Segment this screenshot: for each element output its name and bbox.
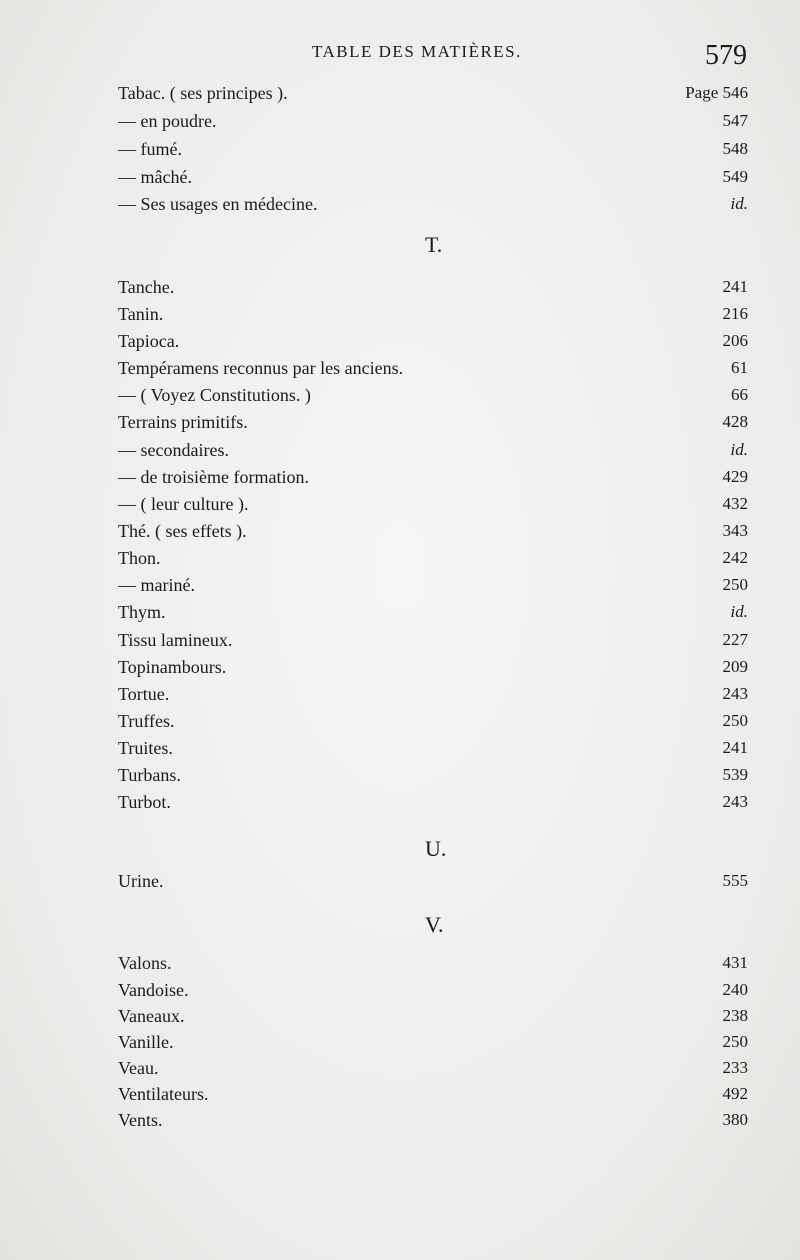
entry-page: 380: [722, 1110, 748, 1129]
entry-page: 238: [722, 1006, 748, 1025]
entry-term: Tempéramens reconnus par les anciens.: [118, 358, 404, 378]
entry-term: Tortue.: [118, 684, 170, 704]
entry-term: Thé. ( ses effets ).: [118, 521, 247, 541]
entry-term: — mâché.: [118, 167, 192, 187]
index-entry: [118, 301, 748, 327]
entry-page: 209: [722, 657, 748, 676]
entry-term: Thon.: [118, 548, 161, 568]
entry-page: 66: [731, 385, 748, 404]
index-entry: [118, 735, 748, 761]
entry-term: Truffes.: [118, 711, 175, 731]
index-entry: [118, 572, 748, 598]
index-entry: [118, 409, 748, 435]
index-entry: [118, 108, 748, 134]
entry-page: 241: [722, 738, 748, 757]
entry-term: Urine.: [118, 871, 164, 891]
index-entry: [118, 136, 748, 162]
entry-page: id.: [730, 194, 748, 213]
entry-page: 242: [722, 548, 748, 567]
entry-term: Topinambours.: [118, 657, 227, 677]
entry-term: — fumé.: [118, 139, 182, 159]
entry-page: 431: [722, 953, 748, 972]
entry-term: Tanche.: [118, 277, 175, 297]
entry-page: 492: [722, 1084, 748, 1103]
entry-page: Page 546: [685, 83, 748, 102]
entry-term: Turbot.: [118, 792, 171, 812]
index-entry: [118, 164, 748, 190]
index-entry: [118, 328, 748, 354]
entry-page: 250: [722, 1032, 748, 1051]
entry-page: 216: [722, 304, 748, 323]
entry-term: — secondaires.: [118, 440, 229, 460]
entry-term: Valons.: [118, 953, 172, 973]
index-entry: [118, 1081, 748, 1107]
entry-page: 206: [722, 331, 748, 350]
entry-page: 250: [722, 575, 748, 594]
entry-page: id.: [730, 602, 748, 621]
entry-term: Turbans.: [118, 765, 181, 785]
entry-term: Vaneaux.: [118, 1006, 185, 1026]
section-letter-t: T.: [425, 232, 443, 257]
entry-page: 432: [722, 494, 748, 513]
index-entry: [118, 868, 748, 894]
entry-term: Truites.: [118, 738, 173, 758]
entry-term: Vanille.: [118, 1032, 174, 1052]
index-entry: [118, 491, 748, 517]
index-entry: [118, 545, 748, 571]
entry-page: 343: [722, 521, 748, 540]
index-entry: [118, 1003, 748, 1029]
entry-term: Ventilateurs.: [118, 1084, 209, 1104]
entry-page: 555: [722, 871, 748, 890]
entry-term: Tapioca.: [118, 331, 180, 351]
index-entry: [118, 977, 748, 1003]
index-entry: [118, 1055, 748, 1081]
entry-term: Tissu lamineux.: [118, 630, 233, 650]
index-entry: [118, 1107, 748, 1133]
entry-page: id.: [730, 440, 748, 459]
index-entry: [118, 599, 748, 625]
entry-term: — ( Voyez Constitutions. ): [118, 385, 311, 405]
index-entry: [118, 789, 748, 815]
entry-page: 549: [722, 167, 748, 186]
entry-term: Vents.: [118, 1110, 163, 1130]
entry-term: Tanin.: [118, 304, 164, 324]
index-entry: [118, 681, 748, 707]
index-entry: [118, 80, 748, 106]
section-letter-v: V.: [425, 912, 444, 937]
entry-page: 539: [722, 765, 748, 784]
section-letter-u: U.: [425, 836, 447, 861]
entry-page: 548: [722, 139, 748, 158]
index-entry: [118, 1029, 748, 1055]
running-head: TABLE DES MATIÈRES.: [312, 42, 522, 61]
index-entry: [118, 464, 748, 490]
index-entry: [118, 355, 748, 381]
index-entry: [118, 437, 748, 463]
index-entry: [118, 627, 748, 653]
index-entry: [118, 708, 748, 734]
entry-page: 243: [722, 684, 748, 703]
entry-term: — de troisième formation.: [118, 467, 309, 487]
entry-page: 429: [722, 467, 748, 486]
index-entry: [118, 274, 748, 300]
index-entry: [118, 191, 748, 217]
entry-term: Thym.: [118, 602, 166, 622]
index-entry: [118, 654, 748, 680]
entry-term: — mariné.: [118, 575, 195, 595]
entry-term: Terrains primitifs.: [118, 412, 248, 432]
entry-page: 61: [731, 358, 748, 377]
entry-page: 243: [722, 792, 748, 811]
entry-page: 250: [722, 711, 748, 730]
entry-term: Tabac. ( ses principes ).: [118, 83, 288, 103]
entry-page: 227: [722, 630, 748, 649]
entry-term: Veau.: [118, 1058, 159, 1078]
index-entry: [118, 762, 748, 788]
entry-term: — ( leur culture ).: [118, 494, 249, 514]
entry-page: 547: [722, 111, 748, 130]
page-number: 579: [705, 40, 747, 71]
entry-page: 240: [722, 980, 748, 999]
index-entry: [118, 518, 748, 544]
entry-term: Vandoise.: [118, 980, 189, 1000]
index-entry: [118, 382, 748, 408]
index-entry: [118, 950, 748, 976]
entry-page: 233: [722, 1058, 748, 1077]
entry-page: 428: [722, 412, 748, 431]
entry-term: — Ses usages en médecine.: [118, 194, 318, 214]
entry-term: — en poudre.: [118, 111, 217, 131]
entry-page: 241: [722, 277, 748, 296]
